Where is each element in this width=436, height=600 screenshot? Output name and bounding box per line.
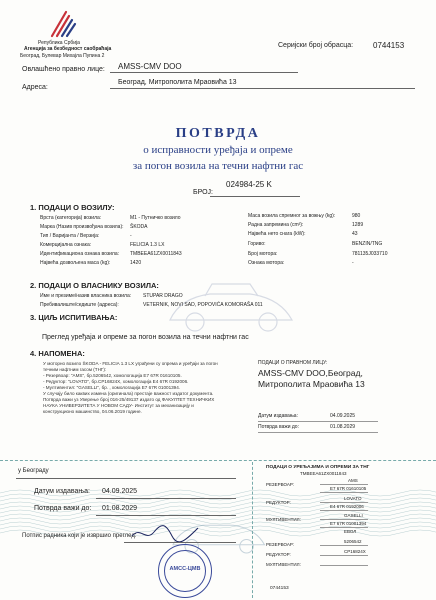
vehicle-value: TMBEEA61ZX0011843 xyxy=(130,251,182,257)
side-issued-value: 04.09.2025 xyxy=(330,413,356,419)
note-line: - Мултивентил: "GASELLI", бр. , хомологација E7 67R 01001394. xyxy=(43,385,181,390)
equip-label: РЕДУКТОР: xyxy=(266,500,291,505)
side-valid-label: Потврда важи до: xyxy=(258,424,299,430)
stub-issued-label: Датум издавања: xyxy=(34,488,90,495)
note-line: - Редуктор: "LOVATO", бр.CP16824X, хомологација E4 67R 0192006. xyxy=(43,379,189,384)
owner-value: VETERNIK, NOVI SAD, POPOVIĆA KOMORAŠA 011 xyxy=(143,302,263,308)
owner-label: Пребивалиште/седиште (адреса): xyxy=(40,302,119,308)
section1-heading: 1. ПОДАЦИ О ВОЗИЛУ: xyxy=(30,203,115,212)
vehicle-value: FELICIA 1.3 LX xyxy=(130,242,165,248)
note-line: У случају било каквих измена (оригинала) престаје важност издатог документа. xyxy=(43,391,214,396)
equip-value: GASELLI xyxy=(344,513,363,518)
equip-label: РЕЗЕРВОАР: xyxy=(266,482,295,487)
vehicle-value: 980 xyxy=(352,213,361,219)
vehicle-value: ŠKODA xyxy=(130,224,148,230)
note-line: течним нафтним гасом (ТНГ): xyxy=(43,367,107,372)
owner-label: Име и презиме/назив власника возила: xyxy=(40,293,132,299)
equip-value: E7 67R 01001394 xyxy=(330,521,367,526)
equip-value: E7 67R 01610105 xyxy=(330,486,367,491)
side-valid-value: 01.08.2029 xyxy=(330,424,356,430)
equip-label: МУЛТИВЕНТИЛ: xyxy=(266,562,301,567)
vehicle-label: Број мотора: xyxy=(248,251,278,257)
org-line1: Република Србија xyxy=(38,40,80,46)
vehicle-value: 43 xyxy=(352,231,358,237)
stub-serial: 0744153 xyxy=(270,586,289,591)
equip-value: E4 67R 0192006 xyxy=(330,504,364,509)
vehicle-value: 1289 xyxy=(352,222,364,228)
org-line2: Агенција за безбедност саобраћаја xyxy=(24,46,112,52)
equip-value: 5206542 xyxy=(344,539,362,544)
abs-logo-icon xyxy=(44,8,80,40)
note-line: - Резервоар: "AMS", бр.5206542, хомологација E7 67R 01610105. xyxy=(43,373,182,378)
address-value: Београд, Митрополита Мраовића 13 xyxy=(118,79,237,86)
vehicle-value: 1420 xyxy=(130,260,142,266)
serial-value: 0744153 xyxy=(373,41,405,50)
equip-subtitle: TMBEEA61ZX0011843 xyxy=(300,471,347,476)
org-address: Београд, Булевар Михајла Пупина 2 xyxy=(20,53,105,59)
serial-label: Серијски број обрасца: xyxy=(278,42,354,49)
vehicle-label: Највећа нето снага (kW): xyxy=(248,231,306,237)
equip-value: CP16824X xyxy=(344,549,366,554)
equip-label: РЕДУКТОР: xyxy=(266,552,291,557)
note-line: конструкционо машинство, 04.06.2019 године. xyxy=(43,409,142,414)
stub-valid-label: Потврда важи до: xyxy=(34,505,92,512)
owner-value: STUPAR DRAGO xyxy=(143,293,183,299)
vehicle-label: Идентификациона ознака возила: xyxy=(40,251,120,257)
section3-heading: 3. ЦИЉ ИСПИТИВАЊА: xyxy=(30,313,118,322)
equip-value: LOVATO xyxy=(344,496,362,501)
vehicle-label: Марка (Назив произвођача возила): xyxy=(40,224,124,230)
vehicle-value: - xyxy=(352,260,354,266)
equip-label: РЕЗЕРВОАР: xyxy=(266,542,295,547)
vehicle-value: 781135J033710 xyxy=(352,251,388,257)
stub-city: у Београду xyxy=(18,468,49,474)
vehicle-label: Гориво: xyxy=(248,241,266,247)
vehicle-value: M1 - Путничко возило xyxy=(130,215,181,221)
side-issued-label: Датум издавања: xyxy=(258,413,298,419)
purpose-text: Преглед уређаја и опреме за погон возила на течни нафтни гас xyxy=(42,334,249,341)
note-line: У моторно возило ŠKODA - FELICIA 1.3 LX уграђени су опрема и уређаји за погон xyxy=(43,361,218,366)
stub-sign-label: Потпис радника који је извршио преглед: xyxy=(22,533,137,539)
signature-icon xyxy=(130,522,200,544)
vehicle-value: BENZIN/TNG xyxy=(352,241,383,247)
stub-issued-value: 04.09.2025 xyxy=(102,488,138,495)
doc-title: ПОТВРДА xyxy=(175,126,261,141)
number-label: БРОЈ: xyxy=(193,189,213,196)
vehicle-label: Маса возила спремног за вожњу (kg): xyxy=(248,213,336,219)
note-line: НАУКА УНИВЕРЗИТЕТА У НОВОМ САДУ- Институт за механизацију и xyxy=(43,403,194,408)
section2-heading: 2. ПОДАЦИ О ВЛАСНИКУ ВОЗИЛА: xyxy=(30,281,159,290)
side-street: Митрополита Мраовића 13 xyxy=(258,379,365,389)
vehicle-value: - xyxy=(130,233,132,239)
vehicle-label: Тип / Варијанта / Верзија: xyxy=(40,233,100,239)
vehicle-label: Ознака мотора: xyxy=(248,260,285,266)
vehicle-label: Највећа дозвољена маса (kg): xyxy=(40,260,111,266)
vehicle-label: Врста (категорија) возила: xyxy=(40,215,102,221)
stub-valid-value: 01.08.2029 xyxy=(102,505,138,512)
doc-subtitle-2: за погон возила на течни нафтни гас xyxy=(132,160,304,172)
side-label: ПОДАЦИ О ПРАВНОМ ЛИЦУ: xyxy=(258,360,328,366)
number-value: 024984-25 K xyxy=(226,180,272,189)
stamp-text: АМСС-ЦМВ xyxy=(169,566,201,572)
entity-label: Овлашћено правно лице: xyxy=(22,66,105,73)
round-stamp xyxy=(158,544,212,598)
equip-title: ПОДАЦИ О УРЕЂАЈИМА И ОПРЕМИ ЗА ТНГ xyxy=(266,465,370,470)
entity-value: AMSS-CMV DOO xyxy=(118,62,182,71)
equip-value: AMS xyxy=(348,478,358,483)
side-name: AMSS-CMV DOO,Београд, xyxy=(258,368,363,378)
vehicle-label: Комерцијална ознака: xyxy=(40,242,92,248)
address-label: Адреса: xyxy=(22,84,48,91)
note-line: Потврда важи уз Уверење број 016-25/49137 издато од ФАКУЛТЕТ ТЕХНИЧКИХ xyxy=(43,397,215,402)
section4-heading: 4. НАПОМЕНА: xyxy=(30,349,85,358)
equip-value: ЕВОЛ xyxy=(344,529,357,534)
doc-subtitle-1: о исправности уређаја и опреме xyxy=(143,144,293,156)
vehicle-label: Радна запремина (cm³): xyxy=(248,222,304,228)
equip-label: МУЛТИВЕНТИЛ: xyxy=(266,517,301,522)
